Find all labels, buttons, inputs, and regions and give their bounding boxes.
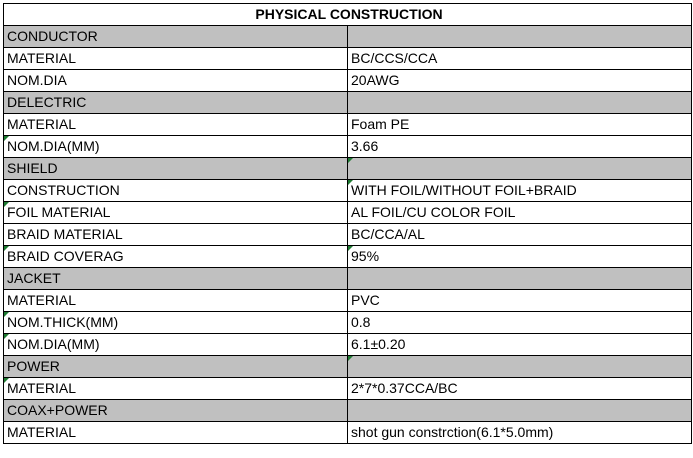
row-value: AL FOIL/CU COLOR FOIL (351, 204, 516, 220)
cell-note-marker-icon (4, 334, 9, 339)
section-label: COAX+POWER (7, 402, 108, 418)
value-cell[interactable] (348, 312, 692, 334)
label-cell[interactable] (4, 180, 348, 202)
section-label: CONDUCTOR (7, 28, 98, 44)
row-label: MATERIAL (7, 380, 76, 396)
section-value-cell[interactable] (348, 92, 692, 114)
label-cell[interactable] (4, 202, 348, 224)
value-cell[interactable] (348, 114, 692, 136)
label-cell[interactable] (4, 224, 348, 246)
row-value: 3.66 (351, 138, 379, 154)
row-value: 0.8 (351, 314, 371, 330)
cell-note-marker-icon (4, 202, 9, 207)
section-label: DELECTRIC (7, 94, 87, 110)
section-value-cell[interactable] (348, 26, 692, 48)
cell-note-marker-icon (348, 180, 353, 185)
section-label-cell[interactable] (4, 158, 348, 180)
row-value: WITH FOIL/WITHOUT FOIL+BRAID (351, 182, 577, 198)
table-row (4, 246, 692, 268)
table-title: PHYSICAL CONSTRUCTION (4, 4, 692, 26)
label-cell[interactable] (4, 114, 348, 136)
table-row (4, 334, 692, 356)
row-label: NOM.DIA(MM) (7, 336, 100, 352)
section-row (4, 92, 692, 114)
section-label-cell[interactable] (4, 92, 348, 114)
section-row (4, 268, 692, 290)
table-row (4, 290, 692, 312)
label-cell[interactable] (4, 290, 348, 312)
row-label: BRAID MATERIAL (7, 226, 123, 242)
row-value: Foam PE (351, 116, 410, 132)
row-value: 6.1±0.20 (351, 336, 406, 352)
row-label: BRAID COVERAG (7, 248, 124, 264)
label-cell[interactable] (4, 422, 348, 444)
row-label: MATERIAL (7, 424, 76, 440)
label-cell[interactable] (4, 378, 348, 400)
section-value-cell[interactable] (348, 268, 692, 290)
table-row (4, 422, 692, 444)
row-label: NOM.DIA (7, 72, 67, 88)
row-label: CONSTRUCTION (7, 182, 120, 198)
section-row (4, 400, 692, 422)
row-label: MATERIAL (7, 116, 76, 132)
value-cell[interactable] (348, 136, 692, 158)
label-cell[interactable] (4, 136, 348, 158)
section-label-cell[interactable] (4, 268, 348, 290)
row-value: shot gun constrction(6.1*5.0mm) (351, 424, 554, 440)
value-cell[interactable] (348, 224, 692, 246)
value-cell[interactable] (348, 70, 692, 92)
section-value-cell[interactable] (348, 400, 692, 422)
row-value: 95% (351, 248, 380, 264)
cell-note-marker-icon (348, 246, 353, 251)
label-cell[interactable] (4, 312, 348, 334)
table-row (4, 224, 692, 246)
label-cell[interactable] (4, 334, 348, 356)
value-cell[interactable] (348, 246, 692, 268)
row-value: 20AWG (351, 72, 400, 88)
value-cell[interactable] (348, 180, 692, 202)
section-label: SHIELD (7, 160, 58, 176)
row-value: 2*7*0.37CCA/BC (351, 380, 458, 396)
section-label: JACKET (7, 270, 61, 286)
row-value: BC/CCA/AL (351, 226, 425, 242)
value-cell[interactable] (348, 378, 692, 400)
section-value-cell[interactable] (348, 158, 692, 180)
row-label: NOM.THICK(MM) (7, 314, 119, 330)
row-label: MATERIAL (7, 50, 76, 66)
cell-note-marker-icon (348, 356, 353, 361)
value-cell[interactable] (348, 202, 692, 224)
table-row (4, 312, 692, 334)
table-row (4, 136, 692, 158)
table-row (4, 202, 692, 224)
row-value: BC/CCS/CCA (351, 50, 438, 66)
cell-note-marker-icon (4, 246, 9, 251)
label-cell[interactable] (4, 48, 348, 70)
section-label-cell[interactable] (4, 400, 348, 422)
section-row (4, 158, 692, 180)
row-value: PVC (351, 292, 380, 308)
section-row (4, 356, 692, 378)
section-label-cell[interactable] (4, 26, 348, 48)
table-row (4, 114, 692, 136)
cell-note-marker-icon (4, 312, 9, 317)
label-cell[interactable] (4, 70, 348, 92)
table-row (4, 70, 692, 92)
value-cell[interactable] (348, 422, 692, 444)
section-value-cell[interactable] (348, 356, 692, 378)
section-row (4, 26, 692, 48)
cell-note-marker-icon (4, 378, 9, 383)
table-row (4, 48, 692, 70)
section-label: POWER (7, 358, 60, 374)
label-cell[interactable] (4, 246, 348, 268)
value-cell[interactable] (348, 48, 692, 70)
row-label: NOM.DIA(MM) (7, 138, 100, 154)
cell-note-marker-icon (4, 136, 9, 141)
row-label: MATERIAL (7, 292, 76, 308)
row-label: FOIL MATERIAL (7, 204, 111, 220)
section-label-cell[interactable] (4, 356, 348, 378)
title-row (4, 4, 692, 26)
table-row (4, 378, 692, 400)
value-cell[interactable] (348, 290, 692, 312)
cell-note-marker-icon (348, 158, 353, 163)
value-cell[interactable] (348, 334, 692, 356)
table-row (4, 180, 692, 202)
physical-construction-table (3, 3, 692, 444)
